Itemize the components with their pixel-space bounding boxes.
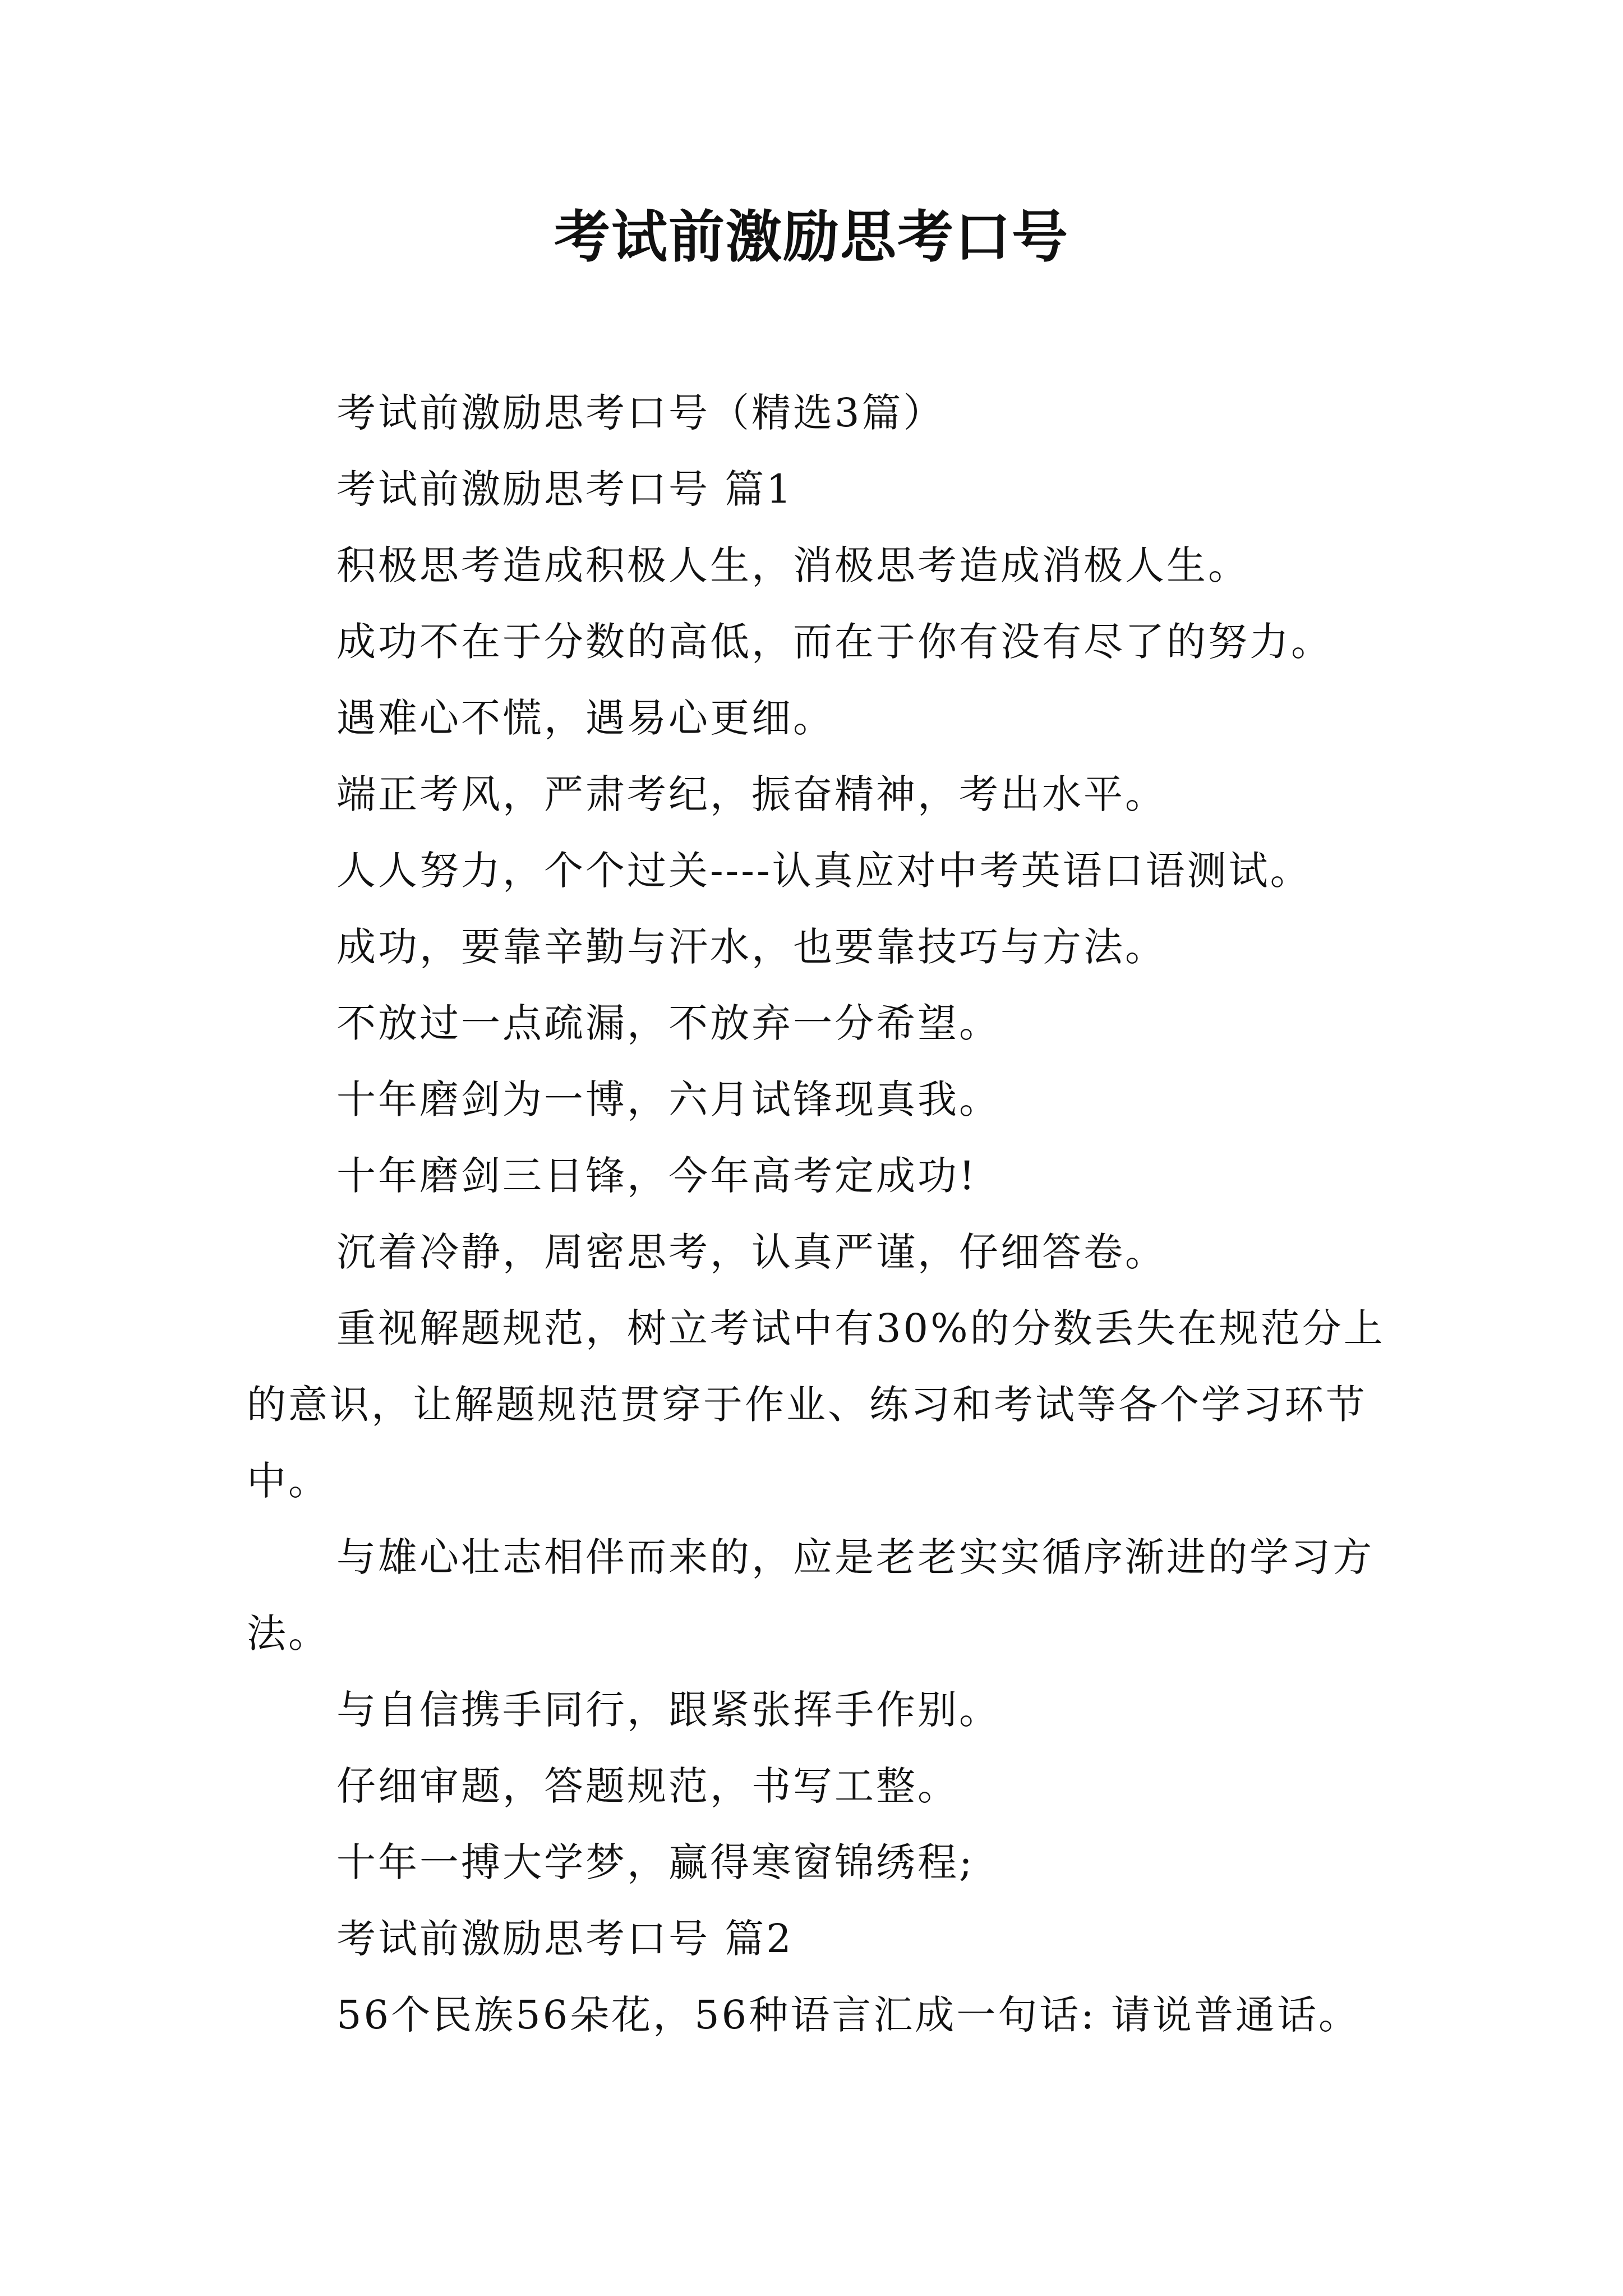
- paragraph: 十年磨剑为一博，六月试锋现真我。: [336, 1076, 1000, 1122]
- paragraph: 积极思考造成积极人生，消极思考造成消极人生。: [336, 542, 1249, 588]
- paragraph: 与自信携手同行，跟紧张挥手作别。: [336, 1687, 1000, 1733]
- section-heading-2: 考试前激励思考口号 篇2: [336, 1916, 794, 1962]
- paragraph: 与雄心壮志相伴而来的，应是老老实实循序渐进的学习方法。: [247, 1534, 1374, 1657]
- paragraph: 仔细审题，答题规范，书写工整。: [336, 1763, 959, 1809]
- document-body: [247, 375, 1402, 2053]
- paragraph: 重视解题规范，树立考试中有30%的分数丢失在规范分上的意识，让解题规范贯穿于作业、练习和考试等各个学习环节中。: [247, 1305, 1385, 1504]
- paragraph: 端正考风，严肃考纪，振奋精神，考出水平。: [336, 771, 1166, 817]
- paragraph-intro-heading: 考试前激励思考口号（精选3篇）: [336, 390, 945, 436]
- paragraph: 56个民族56朵花，56种语言汇成一句话: 请说普通话。: [336, 1992, 1361, 2038]
- paragraph: 成功不在于分数的高低，而在于你有没有尽了的努力。: [336, 619, 1332, 665]
- paragraph: 成功，要靠辛勤与汗水，也要靠技巧与方法。: [336, 924, 1166, 970]
- paragraph: 十年磨剑三日锋，今年高考定成功!: [336, 1153, 978, 1199]
- paragraph: 沉着冷静，周密思考，认真严谨，仔细答卷。: [336, 1229, 1166, 1275]
- paragraph: 不放过一点疏漏，不放弃一分希望。: [336, 1000, 1000, 1046]
- section-heading-1: 考试前激励思考口号 篇1: [336, 466, 794, 512]
- paragraph: 遇难心不慌，遇易心更细。: [336, 695, 834, 741]
- document-title: 考试前激励思考口号: [554, 204, 1069, 270]
- paragraph: 十年一搏大学梦，赢得寒窗锦绣程;: [336, 1839, 975, 1885]
- paragraph: 人人努力，个个过关----认真应对中考英语口语测试。: [336, 848, 1312, 894]
